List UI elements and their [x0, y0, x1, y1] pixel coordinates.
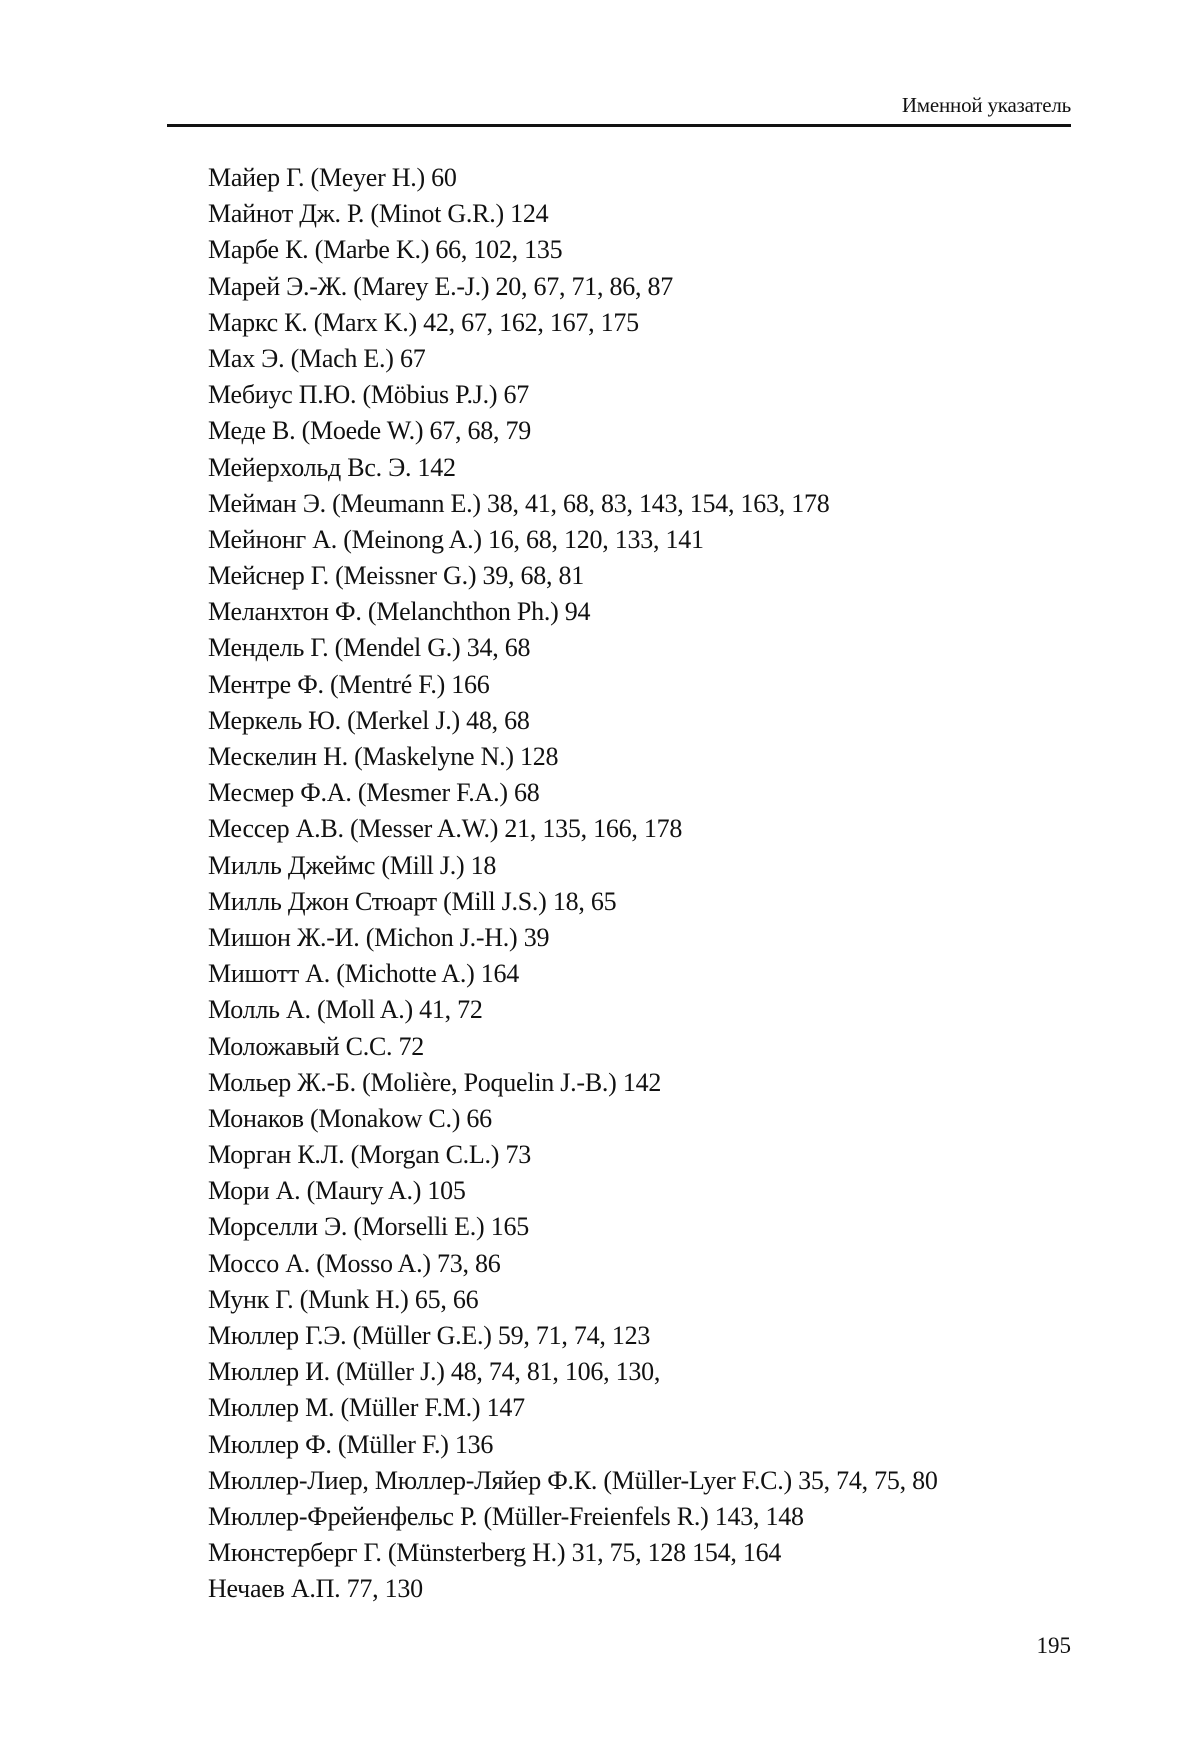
- page-number: 195: [1036, 1633, 1071, 1658]
- index-entry: Маркс К. (Marx K.) 42, 67, 162, 167, 175: [208, 307, 639, 337]
- index-entry: Мескелин Н. (Maskelyne N.) 128: [208, 742, 559, 771]
- index-entry: Мюллер И. (Müller J.) 48, 74, 81, 106, 130,: [208, 1357, 661, 1387]
- index-entry: Мендель Г. (Mendel G.) 34, 68: [208, 633, 531, 663]
- index-entry: Мори А. (Maury A.) 105: [208, 1176, 466, 1206]
- index-entry: Мюллер Г.Э. (Müller G.E.) 59, 71, 74, 123: [208, 1321, 651, 1350]
- index-entry: Меланхтон Ф. (Melanchthon Ph.) 94: [208, 597, 591, 627]
- index-entry: Мессер А.В. (Messer A.W.) 21, 135, 166, 178: [208, 814, 683, 844]
- index-entry: Меркель Ю. (Merkel J.) 48, 68: [208, 705, 530, 735]
- index-entry: Мишотт А. (Michotte A.) 164: [208, 959, 519, 989]
- index-entry: Моложавый С.С. 72: [208, 1031, 425, 1061]
- index-entry: Майнот Дж. Р. (Minot G.R.) 124: [208, 199, 549, 229]
- index-entry: Марей Э.-Ж. (Marey E.-J.) 20, 67, 71, 86, 87: [208, 271, 674, 301]
- index-entry: Мейнонг А. (Meinong A.) 16, 68, 120, 133, 141: [208, 524, 704, 554]
- index-entry: Мейснер Г. (Meissner G.) 39, 68, 81: [208, 561, 584, 591]
- index-entry: Майер Г. (Meyer H.) 60: [208, 163, 457, 192]
- index-entry: Мишон Ж.-И. (Michon J.-H.) 39: [208, 922, 550, 952]
- index-entry: Ментре Ф. (Mentré F.) 166: [208, 669, 490, 699]
- name-index-list: [208, 160, 1088, 1608]
- index-entry: Нечаев А.П. 77, 130: [208, 1574, 423, 1604]
- running-header: Именной указатель: [901, 93, 1071, 117]
- index-entry: Мюллер Ф. (Müller F.) 136: [208, 1429, 494, 1459]
- index-entry: Мюллер М. (Müller F.M.) 147: [208, 1393, 525, 1423]
- index-entry: Монаков (Monakow C.) 66: [208, 1103, 492, 1133]
- index-entry: Марбе К. (Marbe K.) 66, 102, 135: [208, 235, 563, 265]
- index-entry: Мольер Ж.-Б. (Molière, Poquelin J.-B.) 142: [208, 1067, 662, 1097]
- index-entry: Милль Джеймс (Mill J.) 18: [208, 850, 497, 880]
- index-entry: Молль А. (Moll A.) 41, 72: [208, 995, 483, 1025]
- index-entry: Морган К.Л. (Morgan C.L.) 73: [208, 1140, 531, 1170]
- index-entry: Мюллер-Лиер, Мюллер-Ляйер Ф.К. (Müller-Lyer F.C.) 35, 74, 75, 80: [208, 1465, 938, 1495]
- index-entry: Мунк Г. (Munk H.) 65, 66: [208, 1284, 479, 1314]
- index-entry: Мебиус П.Ю. (Möbius P.J.) 67: [208, 380, 529, 410]
- index-entry: Мейерхольд Вс. Э. 142: [208, 452, 456, 482]
- header-rule: [167, 124, 1071, 127]
- index-entry: Мейман Э. (Meumann E.) 38, 41, 68, 83, 143, 154, 163, 178: [208, 488, 830, 518]
- index-entry: Меде В. (Moede W.) 67, 68, 79: [208, 416, 532, 446]
- index-entry: Милль Джон Стюарт (Mill J.S.) 18, 65: [208, 886, 617, 916]
- index-entry: Мюнстерберг Г. (Münsterberg H.) 31, 75, 128 154, 164: [208, 1538, 782, 1568]
- index-entry: Морселли Э. (Morselli E.) 165: [208, 1212, 529, 1242]
- index-entry: Мюллер-Фрейенфельс Р. (Müller-Freienfels R.) 143, 148: [208, 1501, 804, 1531]
- index-entry: Месмер Ф.А. (Mesmer F.A.) 68: [208, 778, 540, 808]
- index-entry: Мах Э. (Mach E.) 67: [208, 343, 426, 373]
- index-entry: Моссо А. (Mosso A.) 73, 86: [208, 1248, 501, 1278]
